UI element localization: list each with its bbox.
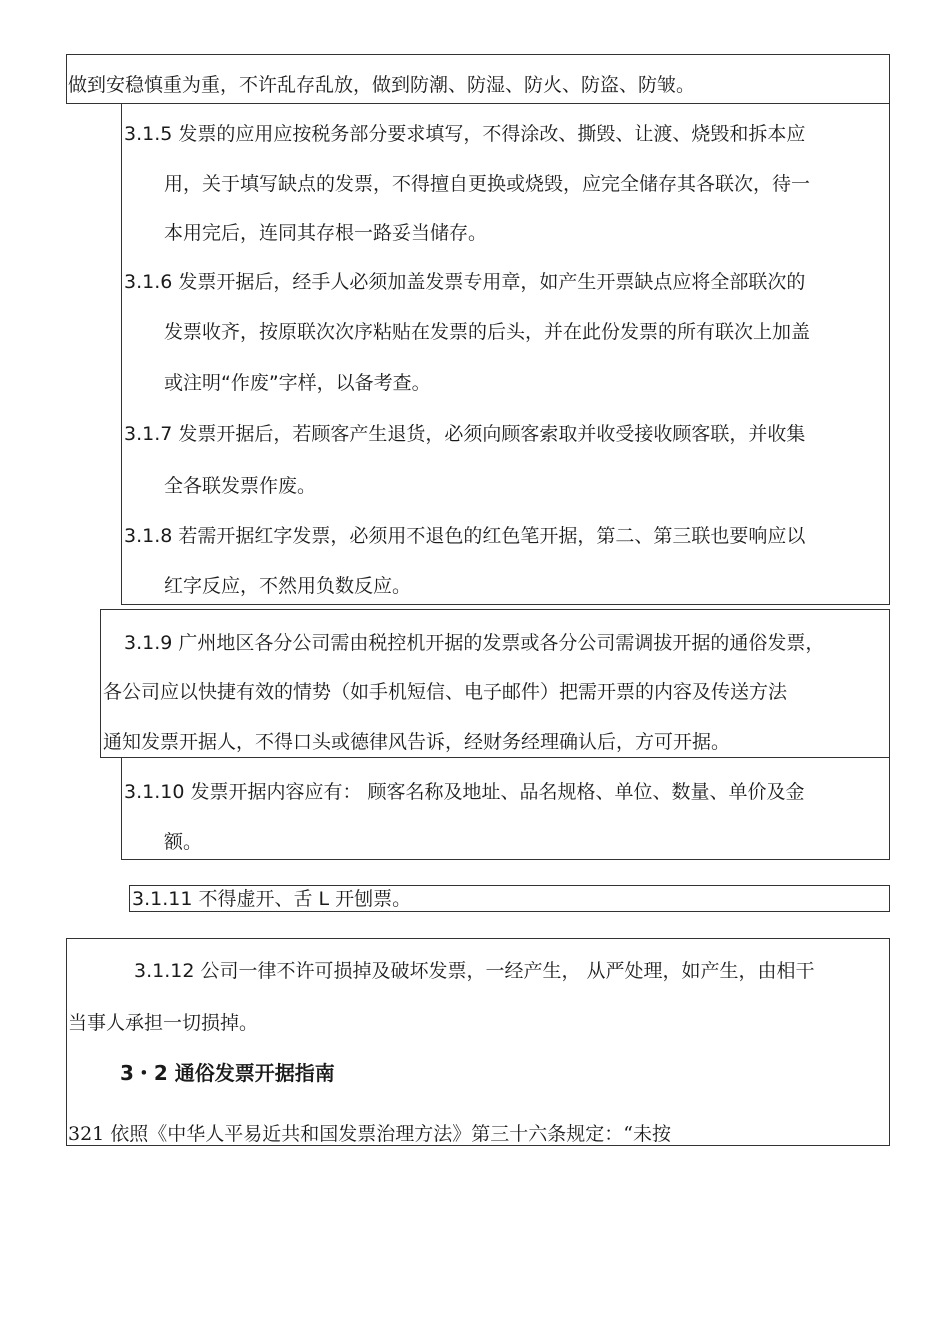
clause-3-1-7-line-2: 全各联发票作废。	[164, 475, 317, 497]
clause-3-1-7-line-1: 3.1.7 发票开据后，若顾客产生退货，必须向顾客索取并收受接收顾客联，并收集	[124, 423, 806, 445]
clause-3-1-10-frame	[121, 757, 890, 860]
clause-3-1-6-line-1: 3.1.6 发票开据后，经手人必须加盖发票专用章，如产生开票缺点应将全部联次的	[124, 271, 806, 293]
section-3-2-heading: 3・2 通俗发票开据指南	[120, 1061, 335, 1085]
clause-3-1-9-line-3: 通知发票开据人，不得口头或德律风告诉，经财务经理确认后，方可开据。	[103, 731, 731, 753]
clause-3-1-6-line-2: 发票收齐，按原联次次序粘贴在发票的后头，并在此份发票的所有联次上加盖	[164, 321, 811, 343]
clause-3-1-5-line-1: 3.1.5 发票的应用应按税务部分要求填写，不得涂改、撕毁、让渡、烧毁和拆本应	[124, 123, 806, 145]
clause-3-1-11-text: 3.1.11 不得虚开、舌 L 开刨票。	[132, 888, 412, 910]
clause-3-1-9-line-2: 各公司应以快捷有效的情势（如手机短信、电子邮件）把需开票的内容及传送方法	[103, 681, 788, 703]
clause-3-1-6-line-3: 或注明“作废”字样，以备考查。	[164, 372, 431, 394]
clause-3-1-12-line-2: 当事人承担一切损掉。	[68, 1012, 259, 1034]
clause-3-1-5-line-3: 本用完后，连同其存根一路妥当储存。	[164, 222, 488, 244]
clause-3-1-8-line-2: 红字反应，不然用负数反应。	[164, 575, 412, 597]
clause-3-2-1-text: 321 依照《中华人平易近共和国发票治理方法》第三十六条规定：“未按	[68, 1123, 672, 1145]
intro-text: 做到安稳慎重为重，不许乱存乱放，做到防潮、防湿、防火、防盗、防皱。	[68, 74, 696, 96]
clause-3-1-8-line-1: 3.1.8 若需开据红字发票，必须用不退色的红色笔开据，第二、第三联也要响应以	[124, 525, 806, 547]
clause-3-1-10-line-2: 额。	[164, 831, 203, 853]
clause-3-1-10-line-1: 3.1.10 发票开据内容应有： 顾客名称及地址、品名规格、单位、数量、单价及金	[124, 781, 805, 803]
clause-3-1-5-line-2: 用，关于填写缺点的发票，不得擅自更换或烧毁，应完全储存其各联次，待一	[164, 173, 811, 195]
clause-3-1-12-line-1: 3.1.12 公司一律不许可损掉及破坏发票，一经产生， 从严处理，如产生，由相干	[134, 960, 815, 982]
clause-3-1-9-line-1: 3.1.9 广州地区各分公司需由税控机开据的发票或各分公司需调拔开据的通俗发票，	[124, 632, 825, 654]
